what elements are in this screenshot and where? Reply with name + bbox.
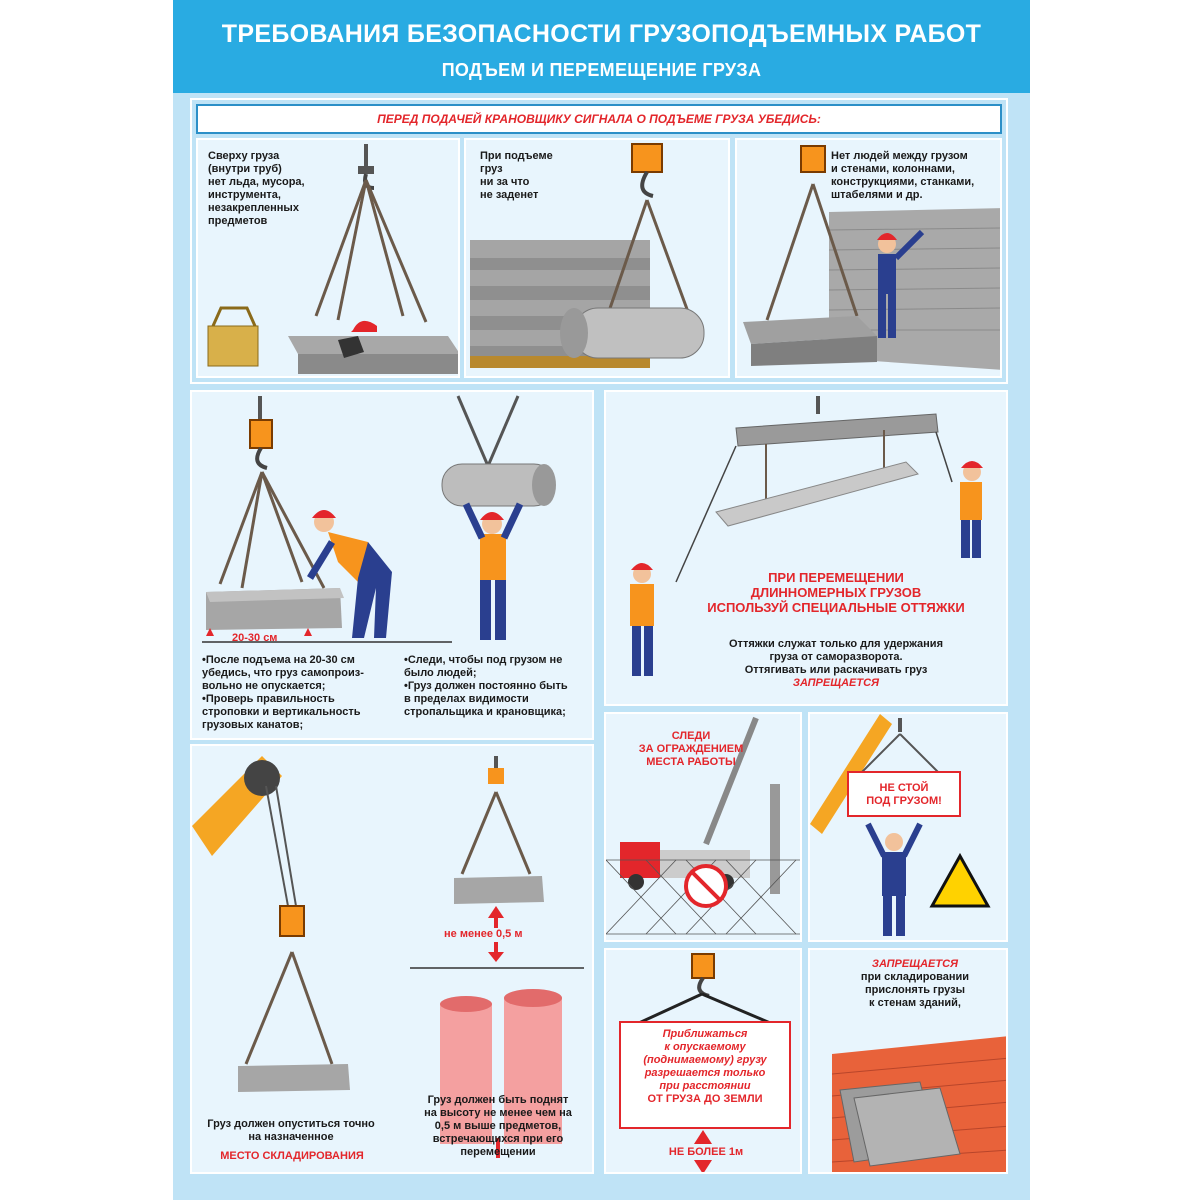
no-people-line: штабелями и др. bbox=[831, 189, 923, 201]
warn-line: ПРИ ПЕРЕМЕЩЕНИИ bbox=[768, 570, 904, 585]
poster-title: ТРЕБОВАНИЯ БЕЗОПАСНОСТИ ГРУЗОПОДЪЕМНЫХ РАБОТ bbox=[221, 20, 982, 48]
debris-line: незакрепленных bbox=[208, 202, 299, 214]
no-people-text bbox=[831, 150, 974, 202]
fence-line: МЕСТА РАБОТЫ bbox=[646, 756, 736, 768]
col1-line: •Проверь правильность bbox=[202, 693, 335, 705]
approach-line: (поднимаемому) грузу bbox=[643, 1054, 767, 1066]
debris-text bbox=[208, 150, 305, 228]
panel-storage bbox=[808, 948, 1008, 1174]
poster-header bbox=[173, 0, 1030, 93]
no-people-line: Нет людей между грузом bbox=[831, 150, 968, 162]
height-line: перемещении bbox=[460, 1146, 536, 1158]
panel-no-people-check bbox=[735, 138, 1002, 378]
panel-long-loads bbox=[604, 390, 1008, 706]
approach-line: при расстоянии bbox=[659, 1080, 751, 1092]
banner-text: ПЕРЕД ПОДАЧЕЙ КРАНОВЩИКУ СИГНАЛА О ПОДЪЕМЕ ГРУЗА УБЕДИСЬ: bbox=[377, 112, 821, 126]
storage-forbidden: ЗАПРЕЩАЕТСЯ bbox=[871, 958, 959, 970]
storage-line: прислонять грузы bbox=[864, 984, 966, 996]
col2-line: стропальщика и крановщика; bbox=[404, 706, 566, 718]
lift-check-col2 bbox=[404, 654, 594, 719]
height-line: Груз должен быть поднят bbox=[427, 1094, 569, 1106]
height-line: встречающихся при его bbox=[432, 1133, 564, 1145]
approach-line: разрешается только bbox=[644, 1067, 766, 1079]
warn-line: ДЛИННОМЕРНЫХ ГРУЗОВ bbox=[750, 585, 922, 600]
panel-lift-check bbox=[190, 390, 594, 740]
debris-line: (внутри труб) bbox=[208, 163, 282, 175]
forbidden-label: ЗАПРЕЩАЕТСЯ bbox=[792, 677, 880, 689]
panel-lowering bbox=[190, 744, 594, 1174]
col1-line: вольно не опускается; bbox=[202, 680, 326, 692]
panel-clearance-check bbox=[464, 138, 730, 378]
long-load-note bbox=[696, 638, 976, 690]
no-people-line: конструкциями, станками, bbox=[831, 176, 975, 188]
place-label: МЕСТО СКЛАДИРОВАНИЯ bbox=[220, 1150, 364, 1162]
long-load-warning bbox=[666, 570, 1006, 615]
top-banner bbox=[196, 104, 1002, 134]
col2-line: •Следи, чтобы под грузом не bbox=[404, 654, 563, 666]
approach-line: к опускаемому bbox=[664, 1041, 746, 1053]
dont-stand-illustration bbox=[810, 714, 1008, 942]
clearance-line: ни за что bbox=[480, 176, 530, 188]
clearance-line: груз bbox=[480, 163, 503, 175]
col1-line: •После подъема на 20-30 см bbox=[202, 654, 355, 666]
col2-line: было людей; bbox=[404, 667, 477, 679]
lowering-line: на назначенное bbox=[248, 1131, 334, 1143]
approach-text bbox=[622, 1028, 788, 1106]
col2-line: в пределах видимости bbox=[404, 693, 529, 705]
col1-line: грузовых канатов; bbox=[202, 719, 304, 731]
poster-subtitle: ПОДЪЕМ И ПЕРЕМЕЩЕНИЕ ГРУЗА bbox=[441, 60, 762, 80]
debris-line: инструмента, bbox=[208, 189, 281, 201]
panel-approach bbox=[604, 948, 802, 1174]
min-height-label: не менее 0,5 м bbox=[444, 928, 523, 940]
warn-line: ИСПОЛЬЗУЙ СПЕЦИАЛЬНЫЕ ОТТЯЖКИ bbox=[707, 600, 965, 615]
col1-line: убедись, что груз самопроиз- bbox=[202, 667, 364, 679]
height-caption bbox=[404, 1094, 592, 1159]
fence-line: СЛЕДИ bbox=[671, 730, 711, 742]
approach-strong: ОТ ГРУЗА ДО ЗЕМЛИ bbox=[647, 1093, 763, 1105]
dim-label: 20-30 см bbox=[232, 632, 278, 644]
note-line: груза от саморазворота. bbox=[769, 651, 903, 663]
panel-fence bbox=[604, 712, 802, 942]
approach-limit: НЕ БОЛЕЕ 1м bbox=[668, 1146, 744, 1158]
dont-stand-sign bbox=[848, 782, 960, 808]
approach-line: Приближаться bbox=[662, 1028, 748, 1040]
height-line: на высоту не менее чем на bbox=[424, 1107, 572, 1119]
lowering-caption bbox=[198, 1118, 384, 1144]
storage-line: к стенам зданий, bbox=[869, 997, 961, 1009]
sign-line: НЕ СТОЙ bbox=[879, 782, 929, 794]
clearance-text bbox=[480, 150, 553, 202]
note-line: Оттягивать или раскачивать груз bbox=[744, 664, 928, 676]
clearance-line: При подъеме bbox=[480, 150, 553, 162]
debris-line: предметов bbox=[208, 215, 268, 227]
storage-line: при складировании bbox=[860, 971, 970, 983]
panel-dont-stand bbox=[808, 712, 1008, 942]
debris-line: Сверху груза bbox=[208, 150, 280, 162]
no-people-line: и стенами, колоннами, bbox=[831, 163, 955, 175]
fence-text bbox=[616, 730, 766, 769]
height-line: 0,5 м выше предметов, bbox=[434, 1120, 562, 1132]
note-line: Оттяжки служат только для удержания bbox=[729, 638, 943, 650]
panel-debris-check bbox=[196, 138, 460, 378]
storage-text bbox=[830, 958, 1000, 1010]
col1-line: строповки и вертикальность bbox=[202, 706, 361, 718]
col2-line: •Груз должен постоянно быть bbox=[404, 680, 568, 692]
fence-line: ЗА ОГРАЖДЕНИЕМ bbox=[638, 743, 744, 755]
lowering-line: Груз должен опуститься точно bbox=[207, 1118, 375, 1130]
clearance-line: не заденет bbox=[480, 189, 539, 201]
lift-check-col1 bbox=[202, 654, 398, 732]
debris-line: нет льда, мусора, bbox=[208, 176, 305, 188]
sign-line: ПОД ГРУЗОМ! bbox=[866, 795, 942, 807]
